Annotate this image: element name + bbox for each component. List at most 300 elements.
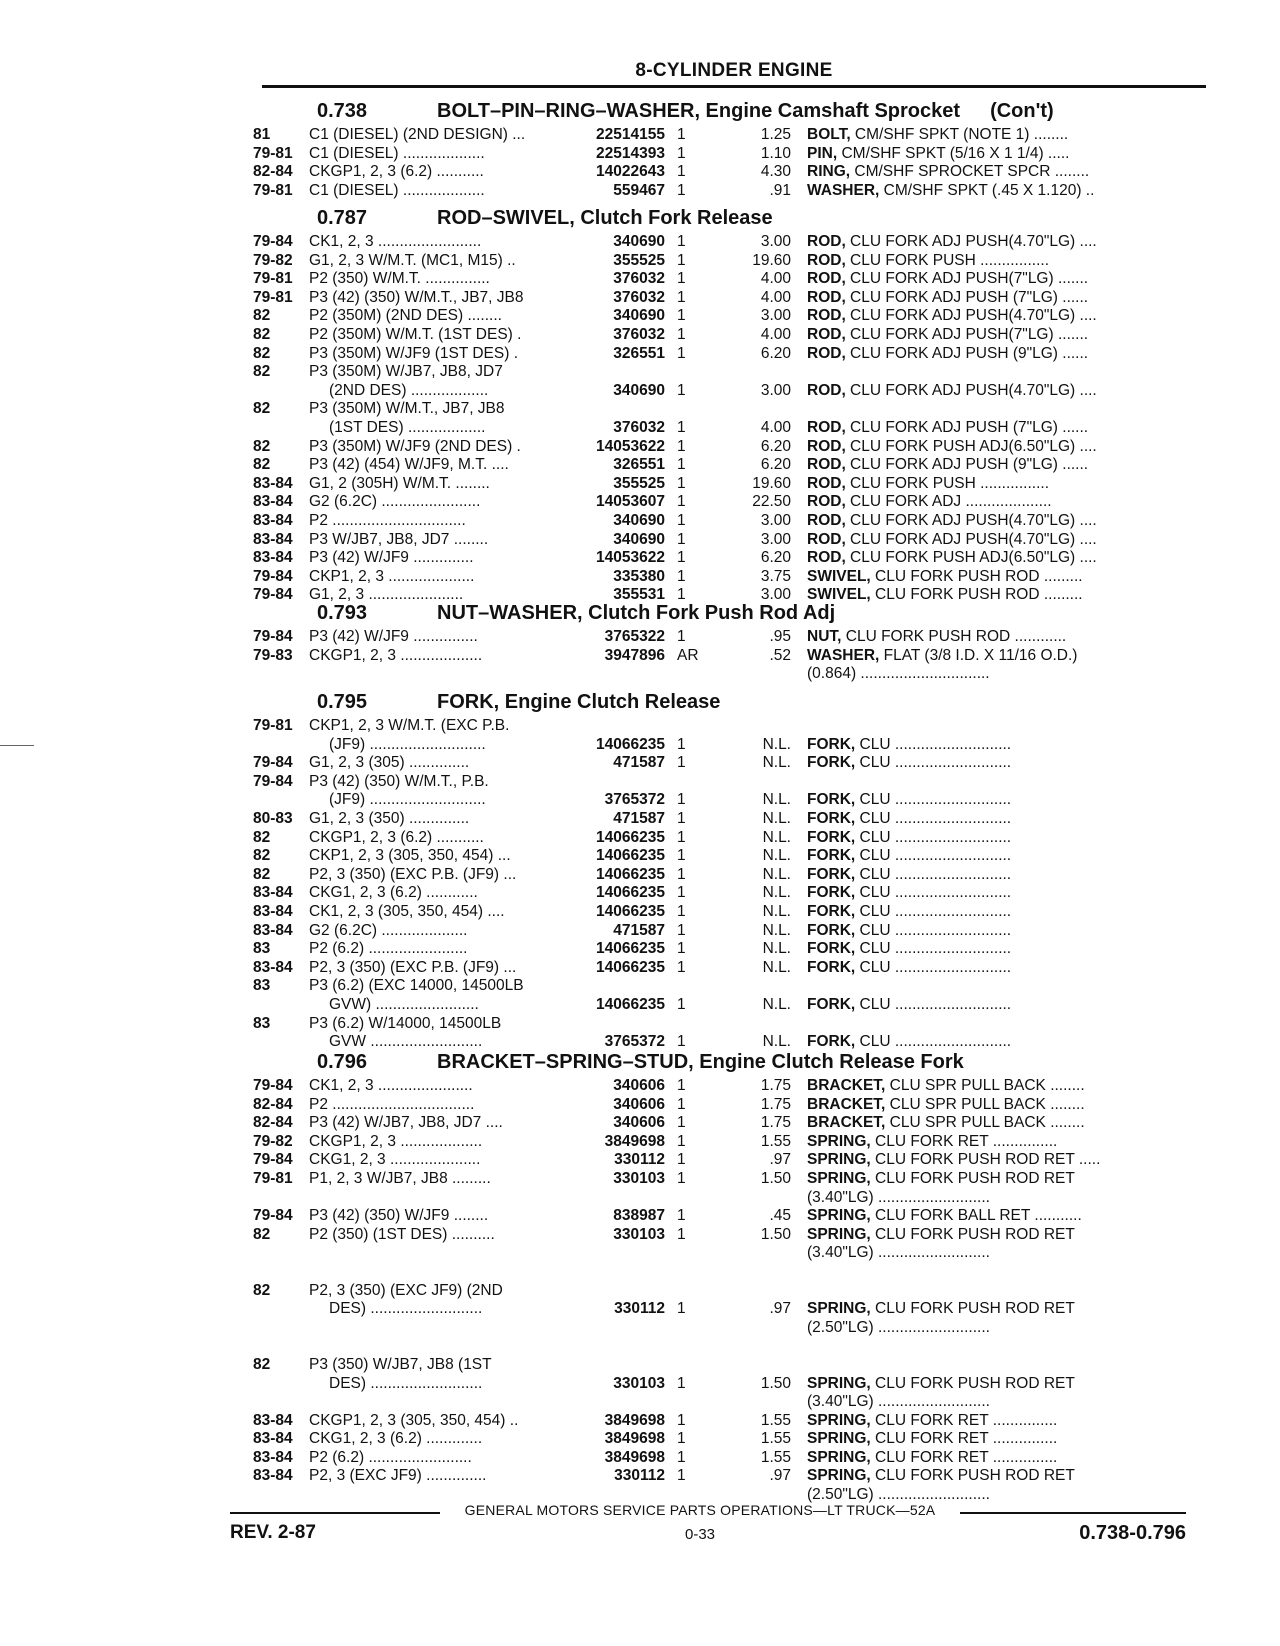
description-noun: ROD, [807,325,846,343]
part-number: 340606 [613,1095,665,1113]
part-number: 3849698 [604,1132,665,1150]
application: CKGP1, 2, 3 (6.2) ........... [309,163,484,181]
quantity: 1 [677,828,686,846]
table-row [245,382,1215,401]
description-text: (0.864) .............................. [807,665,990,683]
description-text: CLU FORK PUSH ROD RET [870,1169,1075,1187]
section-continued: (Con't) [990,100,1054,122]
application: CK1, 2, 3 ........................ [309,233,482,250]
description-noun: FORK, [807,902,856,920]
quantity: 1 [677,902,686,920]
year-range: 82 [253,1225,271,1243]
description [807,1170,1209,1189]
application: GVW) ........................ [329,995,479,1013]
year-range: 83-84 [253,1448,293,1466]
year-range: 83-84 [253,1430,293,1448]
description [807,1300,1209,1319]
description [807,233,1209,252]
application: DES) .......................... [329,1300,483,1318]
price: N.L. [762,809,791,827]
application: G1, 2, 3 ...................... [309,586,464,604]
description [807,665,1209,684]
application: P2, 3 (350) (EXC P.B. (JF9) ... [309,958,517,976]
part-number: 330112 [614,1300,665,1318]
application: P3 (42) W/JF9 .............. [309,549,474,567]
application: P2 ................................. [309,1095,475,1113]
price: 22.50 [752,493,791,511]
table-row [245,866,1215,885]
year-range: 79-81 [253,144,293,162]
description-text: CLU FORK PUSH ADJ(6.50"LG) .... [845,437,1097,455]
description [807,1133,1209,1152]
application: C1 (DIESEL) ................... [309,181,485,199]
table-row [245,568,1215,587]
quantity: 1 [677,735,686,753]
table-row [245,977,1215,996]
description-text: CLU FORK ADJ PUSH(4.70"LG) .... [845,233,1097,250]
part-number: 14066235 [596,902,665,920]
section-title-text: BOLT–PIN–RING–WASHER, Engine Camshaft Sprocket [437,100,961,122]
description [807,163,1209,182]
table-row [245,736,1215,755]
description [807,903,1209,922]
table-row [245,1189,1215,1208]
description-text: CM/SHF SPKT (.45 X 1.120) .. [879,181,1095,199]
year-range: 79-84 [253,754,293,772]
part-number: 3765372 [604,1033,665,1051]
application: P1, 2, 3 W/JB7, JB8 ......... [309,1169,491,1187]
application: P2 (6.2) ........................ [309,1448,472,1466]
description [807,531,1209,550]
table-row [245,628,1215,647]
application: G2 (6.2C) ....................... [309,493,481,511]
table-row [245,922,1215,941]
table-row [245,1207,1215,1226]
part-number: 340690 [613,511,665,529]
description-text: CLU ........................... [855,847,1012,865]
description [807,1319,1209,1338]
price: .45 [769,1207,791,1225]
application: CKGP1, 2, 3 ................... [309,1132,483,1150]
year-range: 79-81 [253,270,293,288]
price: 1.25 [760,126,791,143]
table-row [245,252,1215,271]
description [807,345,1209,364]
table-row [245,665,1215,684]
section-code: 0.796 [317,1051,368,1073]
description-noun: SPRING, [807,1300,871,1318]
quantity: 1 [677,1411,686,1429]
year-range: 79-84 [253,628,293,645]
year-range: 83 [253,940,271,958]
quantity: 1 [677,1033,686,1051]
section-title-text: BRACKET–SPRING–STUD, Engine Clutch Release Fork [437,1051,964,1073]
description [807,1467,1209,1486]
description [807,182,1209,201]
table-row [245,754,1215,773]
description-text: CLU FORK PUSH ROD ......... [870,586,1083,604]
description-noun: ROD, [807,437,846,455]
price: 19.60 [752,251,791,269]
application: P2 (350) W/M.T. ............... [309,270,490,288]
application: P2 (350) (1ST DES) .......... [309,1225,495,1243]
table-row [245,1282,1215,1301]
description-noun: PIN, [807,144,838,162]
application: P2, 3 (EXC JF9) .............. [309,1467,487,1485]
part-number: 14066235 [596,828,665,846]
description-text: CLU FORK ADJ PUSH (9"LG) ...... [845,344,1089,362]
year-range: 82 [253,847,271,865]
description-noun: RING, [807,163,851,181]
description-noun: SPRING, [807,1225,871,1243]
quantity: 1 [677,958,686,976]
application: P3 W/JB7, JB8, JD7 ........ [309,530,489,548]
part-number: 14066235 [596,847,665,865]
description-noun: WASHER, [807,181,880,199]
quantity: 1 [677,940,686,958]
quantity: 1 [677,884,686,902]
price: 1.10 [760,144,791,162]
description-text: CLU ........................... [855,809,1012,827]
year-range: 83-84 [253,549,293,567]
table-row [245,1151,1215,1170]
part-number: 559467 [613,181,665,199]
section-title [437,96,1054,126]
price: N.L. [762,884,791,902]
description-noun: BRACKET, [807,1077,886,1094]
table-row [245,1300,1215,1319]
quantity: 1 [677,307,686,325]
table-row [245,270,1215,289]
description [807,270,1209,289]
table-row [245,163,1215,182]
application: P2, 3 (350) (EXC JF9) (2ND [309,1281,503,1299]
application: P2 (6.2) ....................... [309,940,468,958]
price: 3.00 [760,511,791,529]
part-number: 330103 [613,1225,665,1243]
table-row [245,456,1215,475]
description-text: CLU FORK PUSH ................ [845,251,1050,269]
section-title-text: FORK, Engine Clutch Release [437,691,721,713]
table-row [245,1170,1215,1189]
section-title [437,1047,964,1077]
quantity: 1 [677,1207,686,1225]
description [807,754,1209,773]
price: 6.20 [760,549,791,567]
year-range: 83-84 [253,1467,293,1485]
part-number: 14066235 [596,884,665,902]
price: 1.55 [760,1430,791,1448]
application: G1, 2 (305H) W/M.T. ........ [309,474,490,492]
year-range: 79-84 [253,1077,293,1094]
section-code: 0.793 [317,602,368,624]
year-range: 79-84 [253,1151,293,1169]
description-text: CLU FORK RET ............... [870,1448,1058,1466]
year-range: 82-84 [253,163,293,181]
description [807,1375,1209,1394]
description-text: CM/SHF SPKT (5/16 X 1 1/4) ..... [837,144,1070,162]
description-text: CLU FORK PUSH ROD RET [870,1374,1075,1392]
description-text: (3.40"LG) .......................... [807,1244,990,1262]
quantity: 1 [677,809,686,827]
description-text: CLU FORK ADJ PUSH (9"LG) ...... [845,456,1089,474]
description [807,810,1209,829]
table-row [245,1430,1215,1449]
quantity: 1 [677,270,686,288]
table-row [245,1015,1215,1034]
application: P3 (42) (350) W/M.T., JB7, JB8 [309,288,524,306]
price: 1.50 [760,1169,791,1187]
price: 3.00 [760,233,791,250]
description-text: CLU SPR PULL BACK ........ [885,1114,1085,1132]
description-text: CM/SHF SPKT (NOTE 1) ........ [850,126,1069,143]
description-text: CLU ........................... [855,1033,1012,1051]
year-range: 82 [253,1281,271,1299]
quantity: 1 [677,995,686,1013]
description-noun: ROD, [807,251,846,269]
quantity: AR [677,646,699,664]
description [807,252,1209,271]
description-noun: SPRING, [807,1132,871,1150]
section-title [437,598,835,628]
section-heading [245,687,1215,717]
description [807,829,1209,848]
price: 4.00 [760,418,791,436]
description-noun: SPRING, [807,1467,871,1485]
table-row [245,1356,1215,1375]
description-noun: FORK, [807,940,856,958]
description-noun: FORK, [807,791,856,809]
description-noun: SPRING, [807,1448,871,1466]
table-row [245,1077,1215,1096]
quantity: 1 [677,288,686,306]
application: DES) .......................... [329,1374,483,1392]
application: CKP1, 2, 3 W/M.T. (EXC P.B. [309,717,510,734]
parts-section [245,1047,1215,1505]
table-row [245,884,1215,903]
price: .97 [769,1151,791,1169]
footer-rule-right [960,1512,1186,1514]
description-text: CLU FORK ADJ PUSH (7"LG) ...... [845,418,1089,436]
section-heading [245,1047,1215,1077]
price: 1.55 [760,1448,791,1466]
footer-publisher: GENERAL MOTORS SERVICE PARTS OPERATIONS—LT TRUCK—52A [464,1502,936,1518]
description-noun: FORK, [807,809,856,827]
section-title [437,687,720,717]
application: P2 (350M) W/M.T. (1ST DES) . [309,325,522,343]
quantity: 1 [677,921,686,939]
price: 3.00 [760,586,791,604]
table-row [245,847,1215,866]
description-text: CLU FORK PUSH ROD ............ [841,628,1067,645]
section-code: 0.738 [317,100,368,122]
quantity: 1 [677,586,686,604]
part-number: 376032 [613,418,665,436]
part-number: 22514155 [596,126,665,143]
description [807,628,1209,647]
year-range: 82 [253,325,271,343]
application: (2ND DES) .................. [329,381,489,399]
application: C1 (DIESEL) (2ND DESIGN) ... [309,126,526,143]
application: G1, 2, 3 (305) .............. [309,754,470,772]
description-noun: FORK, [807,958,856,976]
description [807,1244,1209,1263]
year-range: 79-82 [253,251,293,269]
part-number: 340606 [613,1077,665,1094]
page-title: 8-CYLINDER ENGINE [635,60,833,81]
year-range: 79-84 [253,772,293,790]
price: N.L. [762,921,791,939]
application: CKP1, 2, 3 (305, 350, 454) ... [309,847,511,865]
part-number: 838987 [613,1207,665,1225]
table-row [245,1467,1215,1486]
footer-section-range: 0.738-0.796 [1079,1522,1186,1544]
quantity: 1 [677,1132,686,1150]
year-range: 82 [253,828,271,846]
description [807,647,1209,666]
description-noun: SWIVEL, [807,586,871,604]
quantity: 1 [677,251,686,269]
application: P3 (350M) W/JF9 (1ST DES) . [309,344,519,362]
price: 4.00 [760,270,791,288]
application: P3 (350M) W/JB7, JB8, JD7 [309,363,503,381]
year-range: 83-84 [253,1411,293,1429]
description [807,922,1209,941]
application: P3 (6.2) W/14000, 14500LB [309,1014,502,1032]
quantity: 1 [677,567,686,585]
description-noun: SWIVEL, [807,567,871,585]
application: P3 (350M) W/JF9 (2ND DES) . [309,437,521,455]
application: P2 ............................... [309,511,466,529]
table-row [245,810,1215,829]
description-text: CLU FORK PUSH ROD ......... [870,567,1083,585]
description [807,791,1209,810]
description-noun: FORK, [807,921,856,939]
price: 3.75 [760,567,791,585]
description [807,126,1209,145]
price: .97 [769,1467,791,1485]
year-range: 82 [253,1355,271,1373]
application: (JF9) ........................... [329,791,486,809]
description-noun: ROD, [807,474,846,492]
part-number: 3765372 [604,791,665,809]
quantity: 1 [677,1114,686,1132]
year-range: 79-84 [253,586,293,604]
description-noun: ROD, [807,270,846,288]
quantity: 1 [677,1095,686,1113]
application: (1ST DES) .................. [329,418,486,436]
application: CK1, 2, 3 (305, 350, 454) .... [309,902,505,920]
year-range: 80-83 [253,809,293,827]
year-range: 83-84 [253,884,293,902]
description [807,419,1209,438]
description-text: CLU ........................... [855,902,1012,920]
application: GVW .......................... [329,1033,483,1051]
price: 3.00 [760,381,791,399]
description [807,1114,1209,1133]
section-code: 0.787 [317,207,368,229]
table-row [245,531,1215,550]
price: 6.20 [760,437,791,455]
description [807,736,1209,755]
price: N.L. [762,1033,791,1051]
description-text: CLU FORK PUSH ROD RET ..... [870,1151,1101,1169]
description-text: CLU ........................... [855,865,1012,883]
table-row [245,475,1215,494]
description-text: CM/SHF SPROCKET SPCR ........ [850,163,1090,181]
year-range: 83-84 [253,493,293,511]
quantity: 1 [677,1169,686,1187]
part-number: 335380 [613,567,665,585]
description [807,1393,1209,1412]
application: CKGP1, 2, 3 ................... [309,646,483,664]
price: 1.75 [760,1095,791,1113]
year-range: 82-84 [253,1095,293,1113]
description-text: CLU SPR PULL BACK ........ [885,1077,1085,1094]
quantity: 1 [677,549,686,567]
description [807,1096,1209,1115]
price: N.L. [762,995,791,1013]
year-range: 79-84 [253,567,293,585]
description [807,866,1209,885]
application: P3 (6.2) (EXC 14000, 14500LB [309,977,524,995]
section-title-text: NUT–WASHER, Clutch Fork Push Rod Adj [437,602,836,624]
year-range: 82 [253,363,271,381]
price: .95 [769,628,791,645]
price: 1.55 [760,1132,791,1150]
application: P3 (42) (454) W/JF9, M.T. .... [309,456,509,474]
description [807,145,1209,164]
description-text: (2.50"LG) .......................... [807,1486,990,1504]
description-noun: ROD, [807,288,846,306]
description [807,326,1209,345]
description-text: CLU ........................... [855,828,1012,846]
year-range: 83-84 [253,921,293,939]
quantity: 1 [677,181,686,199]
description-text: CLU FORK PUSH ROD RET [870,1225,1075,1243]
year-range: 83 [253,977,271,995]
description-noun: FORK, [807,847,856,865]
year-range: 79-84 [253,233,293,250]
year-range: 82-84 [253,1114,293,1132]
part-number: 471587 [613,754,665,772]
part-number: 340690 [613,530,665,548]
description-text: CLU FORK RET ............... [870,1411,1058,1429]
description-noun: ROD, [807,530,846,548]
price: 1.50 [760,1374,791,1392]
description [807,1430,1209,1449]
price: .97 [769,1300,791,1318]
description [807,289,1209,308]
part-number: 355525 [613,474,665,492]
table-row [245,1226,1215,1245]
application: (JF9) ........................... [329,735,486,753]
table-row [245,1114,1215,1133]
parts-section [245,203,1215,605]
description-text: CLU FORK ADJ PUSH(7"LG) ....... [845,325,1089,343]
description-text: FLAT (3/8 I.D. X 11/16 O.D.) [879,646,1078,664]
table-row [245,493,1215,512]
part-number: 340690 [613,233,665,250]
year-range: 83 [253,1014,271,1032]
quantity: 1 [677,847,686,865]
description-noun: SPRING, [807,1374,871,1392]
table-row [245,903,1215,922]
table-row [245,512,1215,531]
year-range: 81 [253,126,271,143]
price: N.L. [762,940,791,958]
quantity: 1 [677,1448,686,1466]
